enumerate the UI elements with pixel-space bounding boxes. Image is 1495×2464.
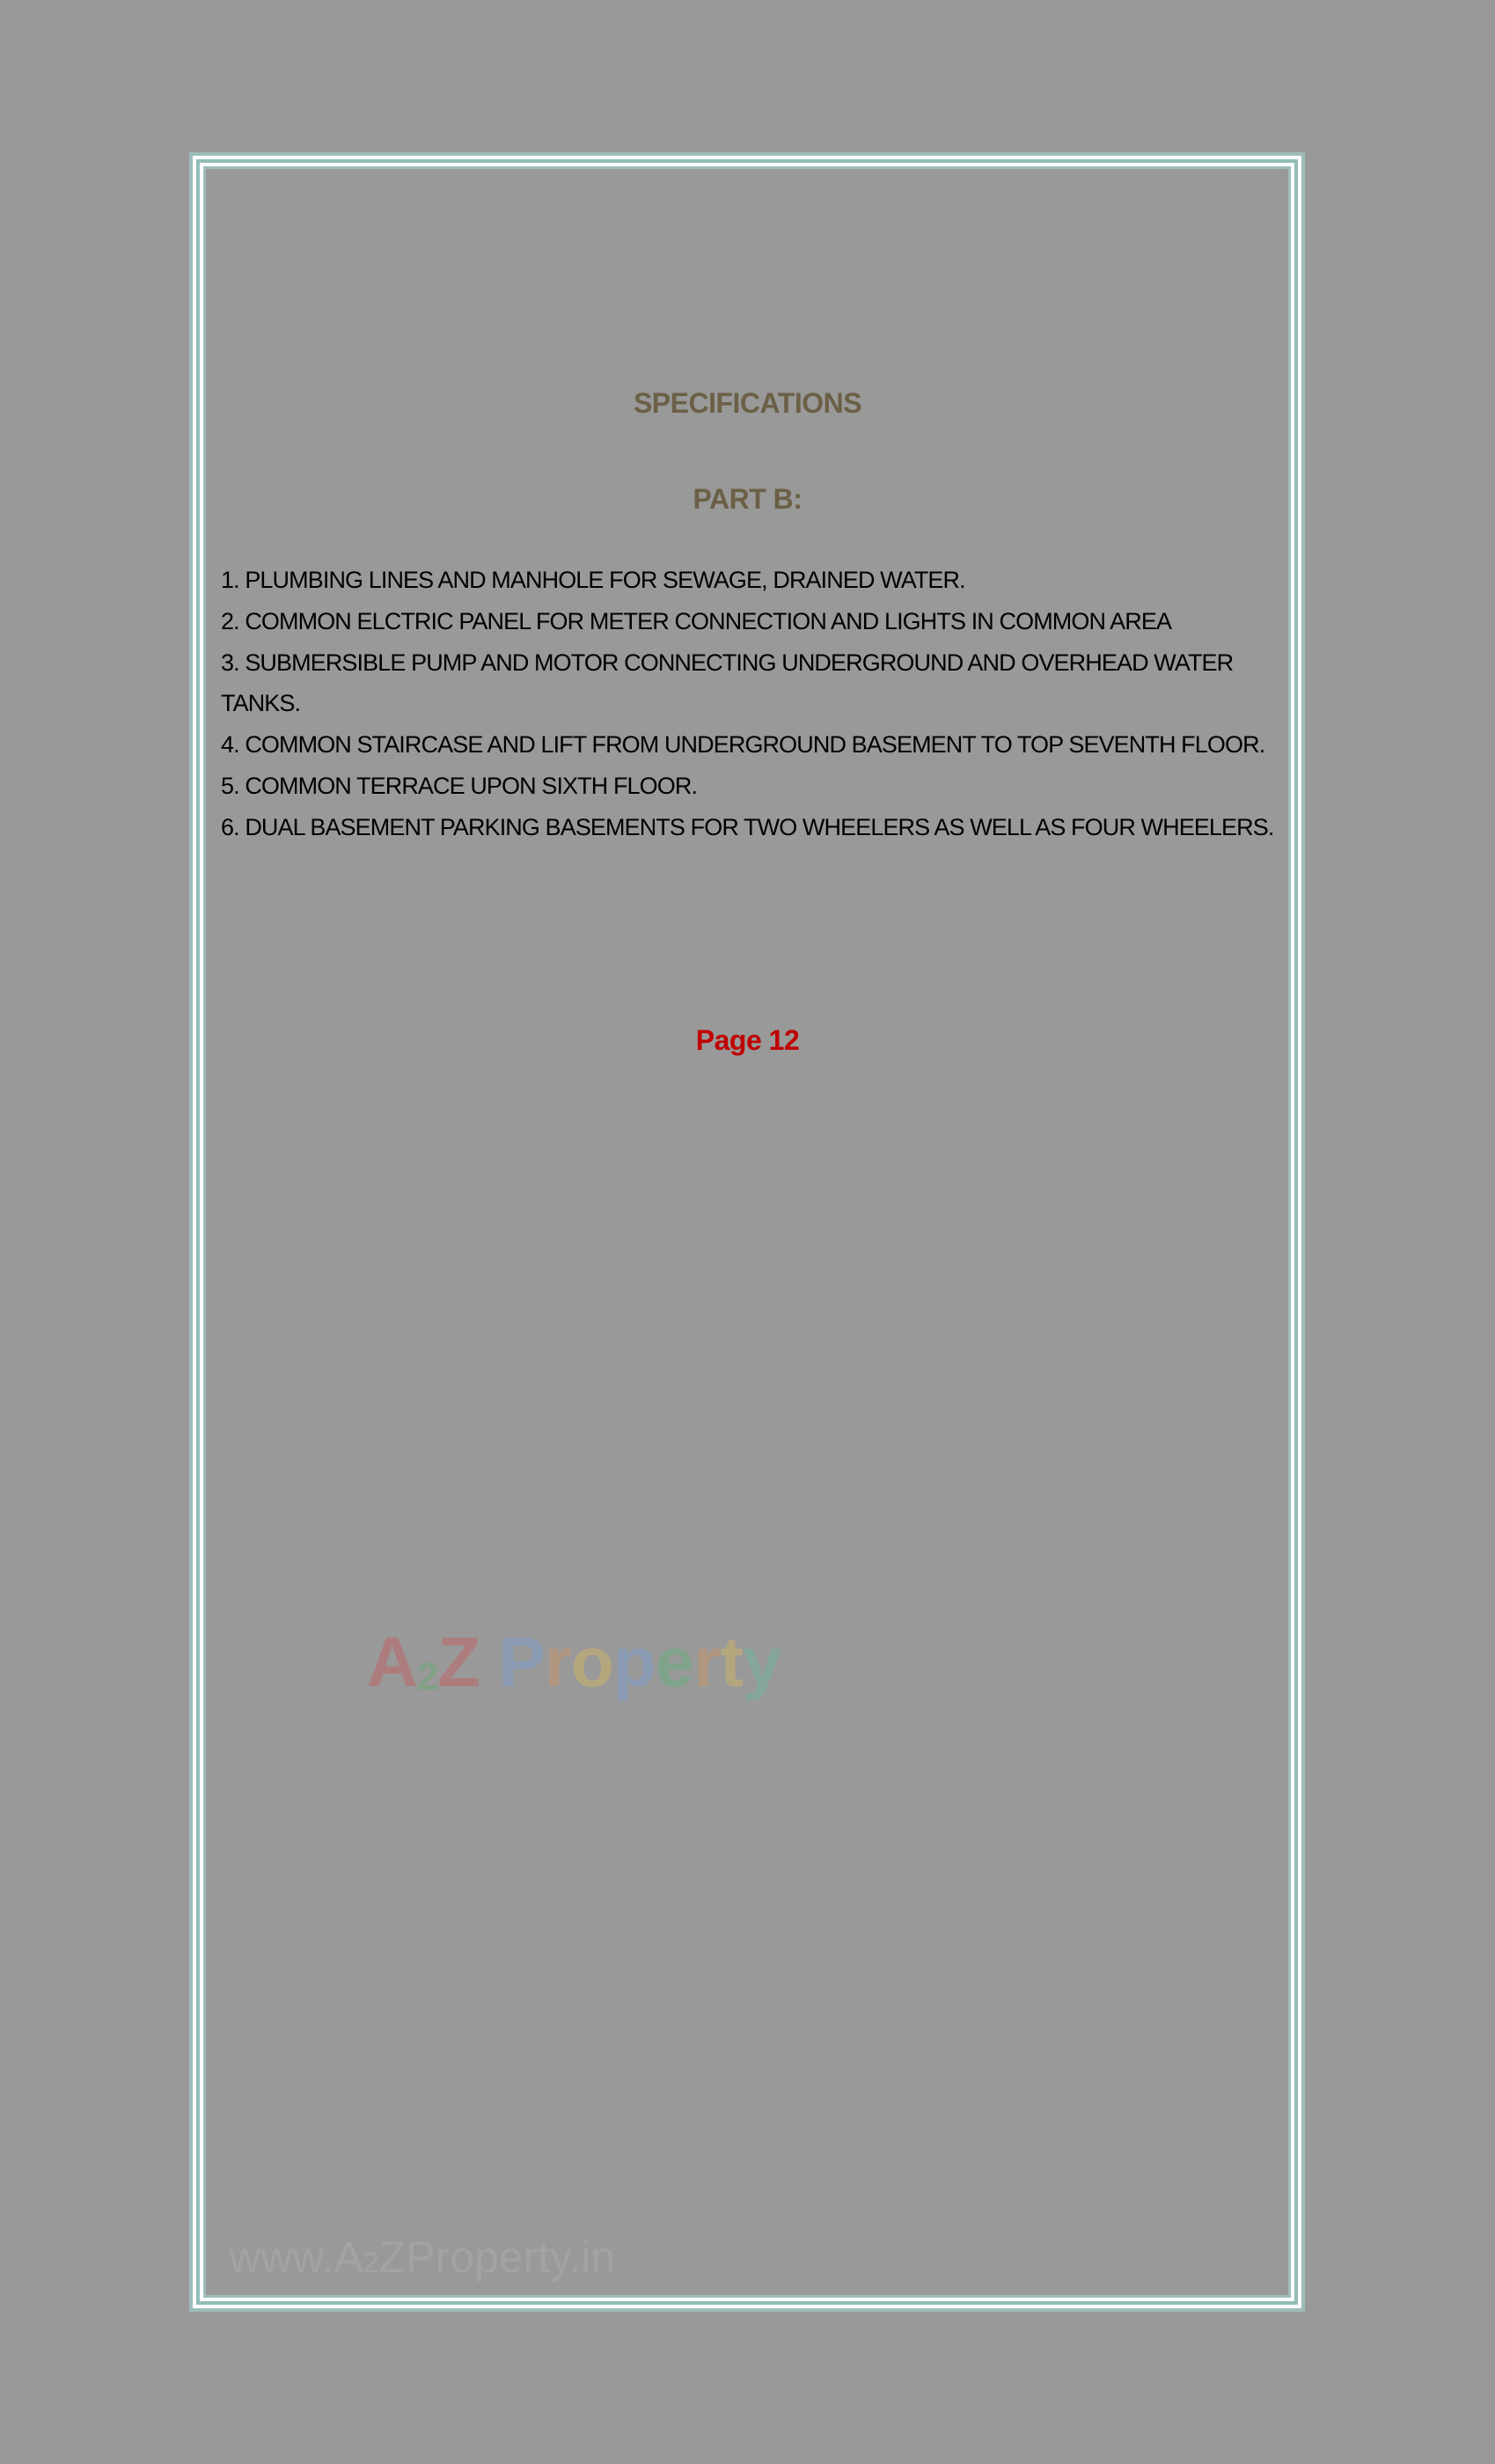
watermark-letter: Z [437, 1623, 480, 1701]
list-item: 2. COMMON ELCTRIC PANEL FOR METER CONNECTION AND LIGHTS IN COMMON AREA [221, 607, 1172, 634]
watermark-letter: t [720, 1623, 743, 1701]
list-item: 6. DUAL BASEMENT PARKING BASEMENTS FOR TWO WHEELERS AS WELL AS FOUR WHEELERS. [221, 813, 1274, 840]
watermark-letter: 2 [416, 1655, 438, 1698]
watermark-letter: r [693, 1623, 721, 1701]
url-prefix: www.A [229, 2233, 363, 2282]
watermark-letter: o [570, 1623, 613, 1701]
list-item: 5. COMMON TERRACE UPON SIXTH FLOOR. [221, 772, 698, 799]
watermark-letter: A [367, 1623, 417, 1701]
watermark-letter: r [544, 1623, 571, 1701]
watermark-letter [480, 1622, 498, 1703]
watermark-letter: P [498, 1623, 545, 1701]
page-number: Page 12 [695, 1024, 800, 1056]
document-title: SPECIFICATIONS [633, 387, 862, 419]
section-heading: PART B: [693, 483, 802, 515]
url-sub: 2 [363, 2247, 379, 2278]
list-item: 3. SUBMERSIBLE PUMP AND MOTOR CONNECTING UNDERGROUND AND OVERHEAD WATER TANKS. [221, 649, 1234, 717]
watermark-letter: p [612, 1623, 656, 1701]
list-item: 1. PLUMBING LINES AND MANHOLE FOR SEWAGE, DRAINED WATER. [221, 567, 965, 593]
page-border [189, 152, 1305, 2312]
watermark-logo [367, 1622, 780, 1703]
specification-list [221, 560, 1286, 848]
watermark-letter: y [742, 1623, 781, 1701]
url-suffix: ZProperty.in [378, 2233, 616, 2282]
list-item: 4. COMMON STAIRCASE AND LIFT FROM UNDERGROUND BASEMENT TO TOP SEVENTH FLOOR. [221, 731, 1265, 759]
watermark-letter: e [655, 1623, 694, 1701]
watermark-url [229, 2232, 615, 2283]
